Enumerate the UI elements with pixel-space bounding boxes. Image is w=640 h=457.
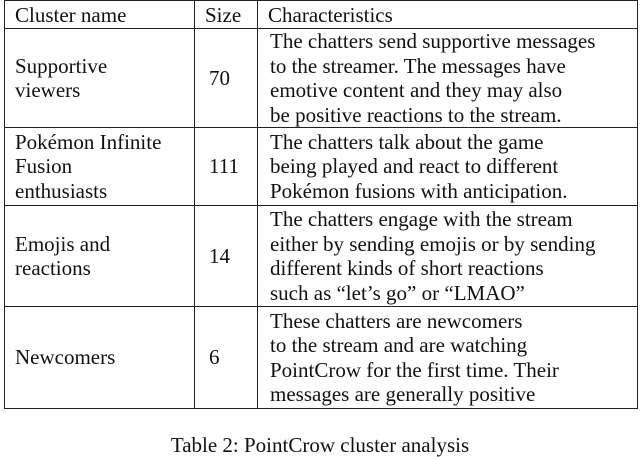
cluster-size-cell: 111	[195, 128, 258, 206]
cluster-table-container	[4, 0, 637, 409]
header-size: Size	[195, 1, 258, 29]
cluster-name-line: enthusiasts	[15, 178, 108, 203]
characteristics-cell	[258, 128, 638, 206]
characteristics-line: to the stream and are watching	[270, 333, 528, 357]
characteristics-line: emotive content and they may also	[270, 78, 563, 102]
characteristics-line: be positive reactions to the stream.	[270, 102, 562, 127]
cluster-name-cell	[5, 206, 195, 307]
cluster-name-cell	[5, 307, 195, 409]
characteristics-line: PointCrow for the first time. Their	[270, 357, 559, 382]
cluster-name-line: reactions	[15, 256, 91, 280]
cluster-name-line: Supportive	[15, 53, 108, 78]
characteristics-line: Pokémon fusions with anticipation.	[270, 178, 568, 203]
characteristics-line: such as “let’s go” or “LMAO”	[270, 280, 525, 305]
cluster-name-line: Pokémon Infinite	[15, 129, 162, 154]
cluster-size-cell: 70	[195, 29, 258, 128]
table-row	[5, 206, 638, 307]
table-caption: Table 2: PointCrow cluster analysis	[170, 433, 470, 457]
header-cluster-name: Cluster name	[5, 1, 195, 29]
characteristics-line: These chatters are newcomers	[270, 308, 523, 333]
characteristics-cell	[258, 29, 638, 128]
cluster-name-line: Emojis and	[15, 231, 111, 256]
header-characteristics: Characteristics	[258, 1, 638, 29]
cluster-name-line: Newcomers	[15, 345, 116, 370]
table-row	[5, 307, 638, 409]
characteristics-line: The chatters engage with the stream	[270, 207, 573, 231]
cluster-name-line: viewers	[15, 78, 81, 102]
cluster-name-cell	[5, 128, 195, 206]
table-row	[5, 29, 638, 128]
characteristics-cell	[258, 307, 638, 409]
cluster-size-cell: 6	[195, 307, 258, 409]
characteristics-line: The chatters send supportive messages	[270, 29, 596, 53]
cluster-name-cell	[5, 29, 195, 128]
characteristics-line: being played and react to different	[270, 154, 559, 179]
cluster-table	[4, 0, 638, 409]
characteristics-line: different kinds of short reactions	[270, 256, 544, 280]
table-row	[5, 128, 638, 206]
cluster-name-line: Fusion	[15, 154, 73, 179]
characteristics-line: The chatters talk about the game	[270, 129, 544, 154]
characteristics-line: messages are generally positive	[270, 382, 536, 406]
characteristics-line: to the streamer. The messages have	[270, 53, 566, 78]
characteristics-line: either by sending emojis or by sending	[270, 231, 596, 256]
characteristics-cell	[258, 206, 638, 307]
header-row	[5, 1, 638, 29]
cluster-size-cell: 14	[195, 206, 258, 307]
